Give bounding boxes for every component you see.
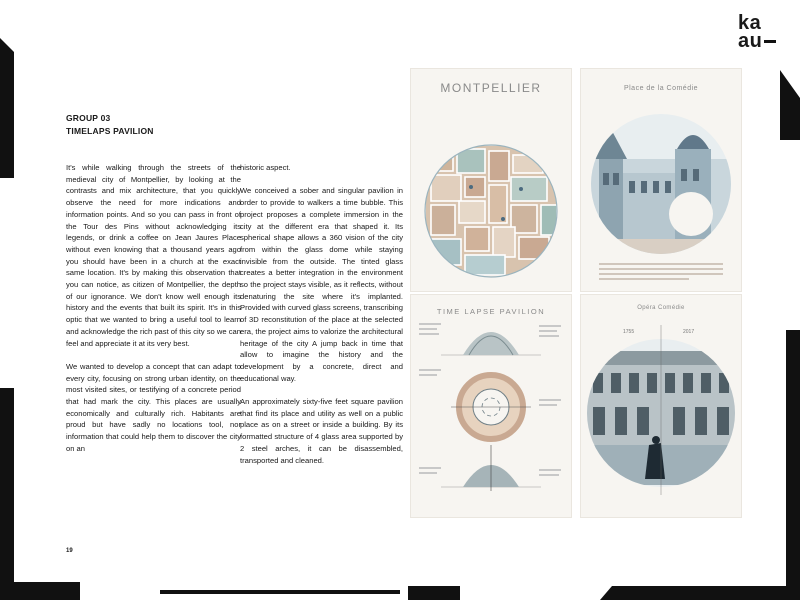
poster-opera-comedie <box>580 294 742 518</box>
decorative-bar <box>160 590 400 594</box>
kaau-logo <box>738 14 786 50</box>
poster-title: Place de la Comédie <box>623 85 699 92</box>
decorative-bar <box>786 330 800 600</box>
logo-line-1: ka <box>738 12 762 34</box>
paragraph: It's while walking through the streets of the medieval city of Montpellier, by looking at the contrasts and mix architecture, that you quickly observe the need for more indications and information points. And so you can pass in front of the Tour des Pins without acknowledging its legends, or drink a coffee on Jean Jaures Place without even knowing that a thousand years ago you should have been in a church at the exact same location. It's by making this observation that you can notice, as citizen of Montpellier, the depth of our ignorance. We don't know well enough its history and the events that built its spirit. It's in this optic that we wanted to bring a useful tool to learn and acknowledge the rich past of this city so we can feel and appreciate it at its very best. <box>66 163 241 348</box>
decorative-bar <box>0 388 14 600</box>
page-number: 19 <box>66 548 73 554</box>
logo-underscore <box>764 40 776 43</box>
decorative-bar <box>0 582 80 600</box>
text-column-right <box>240 162 403 478</box>
year-right: 2017 <box>683 329 695 335</box>
building-illustration <box>581 69 741 291</box>
paragraph: We wanted to develop a concept that can adapt to every city, focusing on strong urban identity, on the most visited sites, or testifying of a concrete period that had mark the city. This places are usually economically and culturally rich. Habitants are proud but have sadly no locations tool, nor information that could help them to discover the city on an <box>66 361 241 453</box>
poster-montpellier-map <box>410 68 572 292</box>
logo-line-2: au <box>738 30 763 52</box>
poster-time-lapse-pavilion <box>410 294 572 518</box>
poster-place-de-la-comedie <box>580 68 742 292</box>
year-left: 1755 <box>623 329 635 335</box>
decorative-bar <box>780 70 800 140</box>
pavilion-drawings <box>411 295 571 517</box>
decorative-bar <box>600 586 800 600</box>
paragraph: historic aspect. <box>240 163 291 172</box>
poster-title: TIME LAPSE PAVILION <box>436 307 546 316</box>
project-title: TIMELAPS PAVILION <box>66 126 154 136</box>
poster-title: Opéra Comédie <box>637 305 685 311</box>
text-column-left <box>66 162 241 466</box>
poster-title: MONTPELLIER <box>440 81 542 95</box>
group-label: GROUP 03 <box>66 113 111 123</box>
decorative-bar <box>408 586 460 600</box>
city-map-illustration <box>411 69 571 291</box>
opera-illustration <box>581 295 741 517</box>
paragraph: We conceived a sober and singular pavilion in order to provide to walkers a time bubble. This project proposes a complete immersion in the city at the different era that shaped it. Its spherical shape allows a 360 vision of the city from within the glass dome while staying invisible from the outside. The tinted glass creates a better integration in the environment so the project stays visible, as it reflects, without denaturing the site where it's implanted. Provided with curved glass screens, transcribing of 3D reconstitution of the place at the selected era, the project aims to valorize the architectural heritage of the city A jump back in time that allow to imagine the history and the development by a concrete, direct and educational way. <box>240 186 403 383</box>
decorative-bar <box>0 38 14 178</box>
paragraph: An approximately sixty-five feet square pavilion that find its place and utility as well on a public place as on a street or inside a building. By its formatted structure of 4 glass area supported by 2 steel arches, it can be disassembled, transported and cleaned. <box>240 397 403 465</box>
section-heading <box>66 112 154 138</box>
